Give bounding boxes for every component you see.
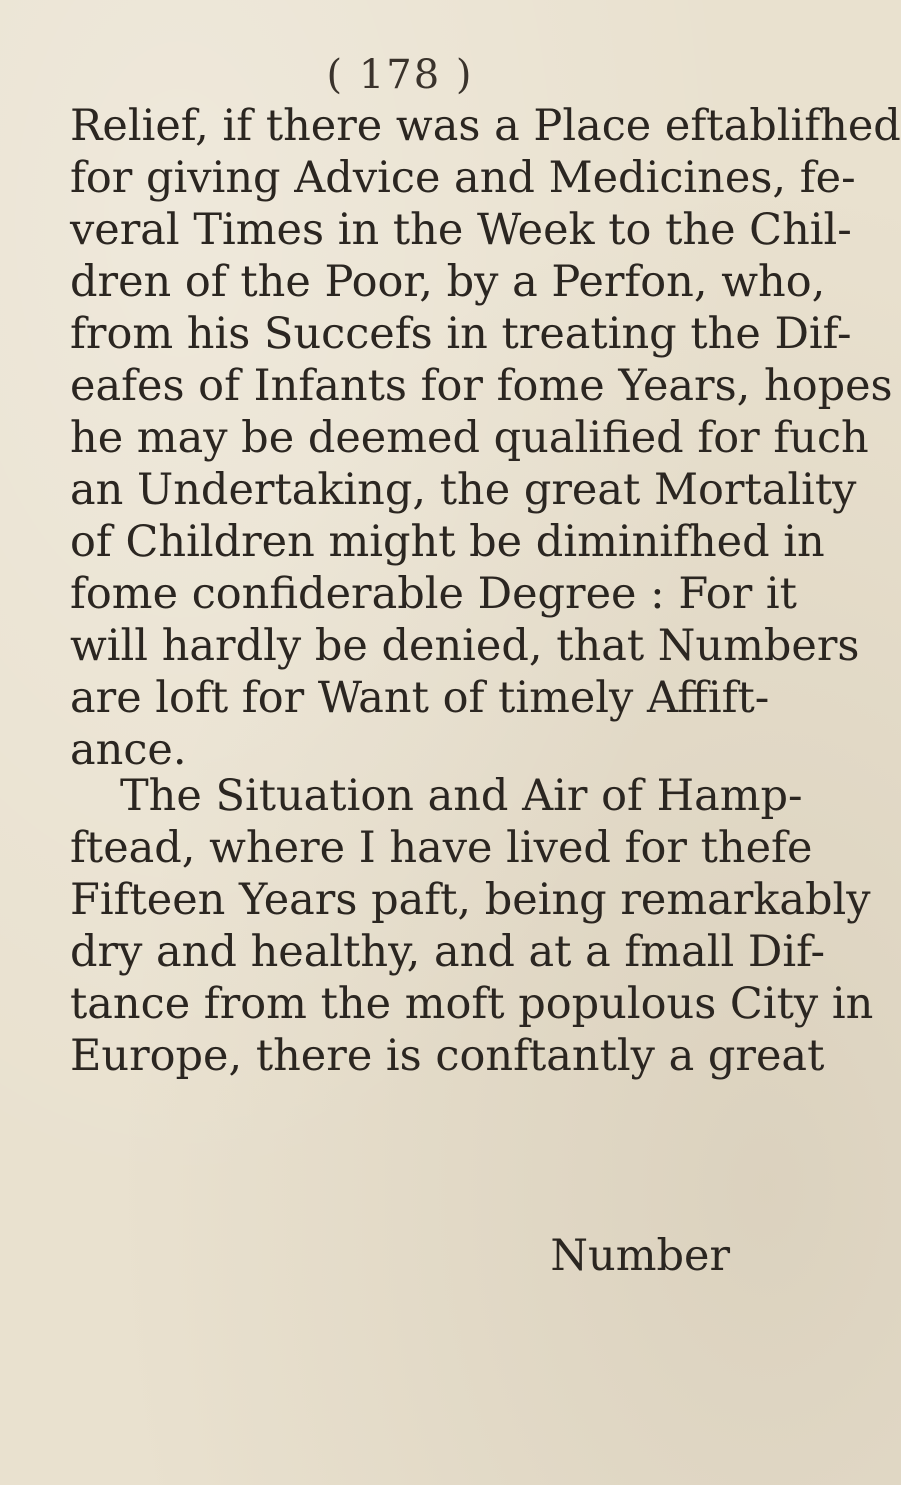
text-line: from his Succefs in treating the Dif- bbox=[70, 309, 852, 359]
paragraph-2 bbox=[70, 770, 874, 1082]
text-line: dren of the Poor, by a Perfon, who, bbox=[70, 257, 826, 307]
text-line: dry and healthy, and at a fmall Dif- bbox=[70, 927, 826, 977]
page-number: ( 178 ) bbox=[326, 52, 474, 98]
paragraph-1 bbox=[70, 100, 901, 776]
text-line: he may be deemed qualified for fuch bbox=[70, 413, 869, 463]
text-line: will hardly be denied, that Numbers bbox=[70, 621, 860, 671]
text-line: eafes of Infants for fome Years, hopes bbox=[70, 361, 893, 411]
text-line: The Situation and Air of Hamp- bbox=[120, 771, 803, 821]
text-line: for giving Advice and Medicines, fe- bbox=[70, 153, 856, 203]
text-line: Europe, there is conftantly a great bbox=[70, 1031, 825, 1081]
text-line: ftead, where I have lived for thefe bbox=[70, 823, 813, 873]
text-line: of Children might be diminifhed in bbox=[70, 517, 825, 567]
catchword: Number bbox=[550, 1231, 730, 1281]
text-line: veral Times in the Week to the Chil- bbox=[70, 205, 852, 255]
text-line: Relief, if there was a Place eftablifhed bbox=[70, 101, 901, 151]
text-line: an Undertaking, the great Mortality bbox=[70, 465, 857, 515]
text-line: tance from the moft populous City in bbox=[70, 979, 874, 1029]
text-line: Fifteen Years paft, being remarkably bbox=[70, 875, 871, 925]
text-line: ance. bbox=[70, 725, 187, 775]
text-line: are loft for Want of timely Affift- bbox=[70, 673, 770, 723]
text-line: fome confiderable Degree : For it bbox=[70, 569, 797, 619]
